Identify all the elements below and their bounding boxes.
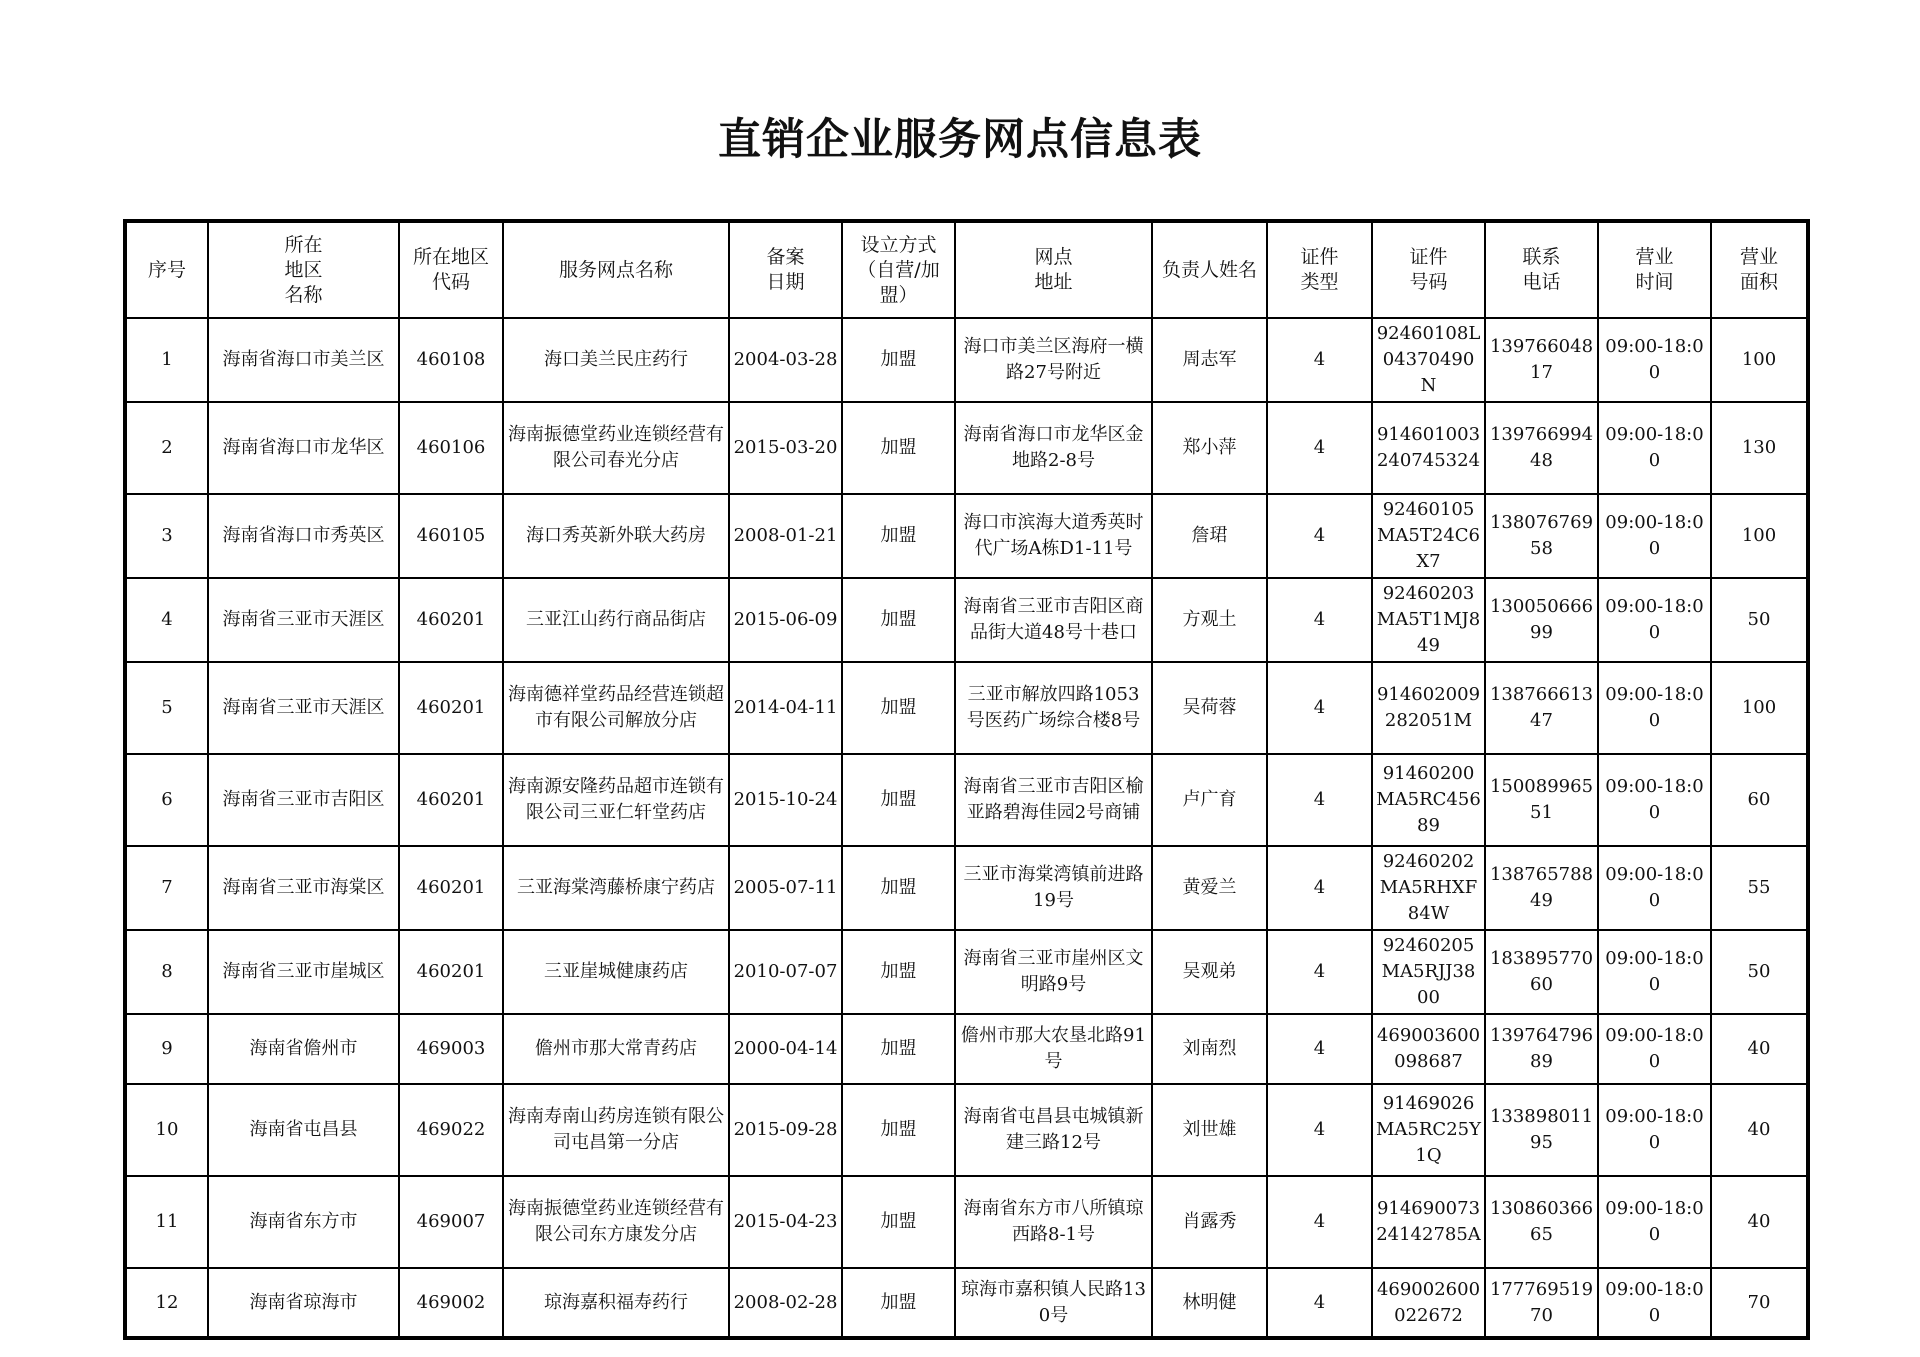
row-number-cell: 4: [125, 578, 208, 662]
column-header-line: 号码: [1409, 271, 1448, 293]
column-header-line: 备案: [766, 246, 805, 268]
table-row: [125, 402, 1808, 494]
id-type-cell: 4: [1267, 318, 1372, 402]
id-type-cell: 4: [1267, 1084, 1372, 1176]
business-area-cell: 40: [1711, 1014, 1808, 1084]
business-hours-cell: 09:00-18:00: [1598, 1014, 1711, 1084]
column-header-line: 日期: [766, 271, 805, 293]
id-number-cell: 91469007324142785A: [1372, 1176, 1485, 1268]
establish-mode-cell: 加盟: [842, 930, 955, 1014]
column-header: [1267, 221, 1372, 318]
column-header-line: 所在: [284, 233, 323, 256]
outlet-name-cell: 海口秀英新外联大药房: [503, 494, 729, 578]
region-name-cell: 海南省海口市美兰区: [208, 318, 399, 402]
manager-name-cell: 肖露秀: [1152, 1176, 1267, 1268]
region-name-cell: 海南省三亚市崖城区: [208, 930, 399, 1014]
region-code-cell: 469002: [399, 1268, 503, 1338]
table-row: [125, 494, 1808, 578]
outlet-address-cell: 琼海市嘉积镇人民路130号: [955, 1268, 1152, 1338]
column-header-line: 面积: [1739, 271, 1778, 293]
column-header-line: 序号: [147, 258, 186, 281]
manager-name-cell: 林明健: [1152, 1268, 1267, 1338]
outlet-name-cell: 三亚海棠湾藤桥康宁药店: [503, 846, 729, 930]
page-title: 直销企业服务网点信息表: [718, 115, 1202, 165]
column-header-line: 地区: [284, 258, 323, 281]
column-header: [1152, 221, 1267, 318]
contact-phone-cell: 13876578849: [1485, 846, 1598, 930]
region-name-cell: 海南省三亚市海棠区: [208, 846, 399, 930]
outlet-address-cell: 海口市滨海大道秀英时代广场A栋D1-11号: [955, 494, 1152, 578]
header-row: [125, 221, 1808, 318]
table-row: [125, 318, 1808, 402]
column-header-line: 证件: [1409, 246, 1448, 268]
filing-date-cell: 2015-03-20: [729, 402, 842, 494]
column-header-line: 地址: [1034, 271, 1073, 293]
id-type-cell: 4: [1267, 754, 1372, 846]
business-hours-cell: 09:00-18:00: [1598, 402, 1711, 494]
business-area-cell: 50: [1711, 930, 1808, 1014]
row-number-cell: 7: [125, 846, 208, 930]
filing-date-cell: 2010-07-07: [729, 930, 842, 1014]
outlet-address-cell: 海南省屯昌县屯城镇新建三路12号: [955, 1084, 1152, 1176]
id-type-cell: 4: [1267, 494, 1372, 578]
contact-phone-cell: 13807676958: [1485, 494, 1598, 578]
row-number-cell: 5: [125, 662, 208, 754]
row-number-cell: 3: [125, 494, 208, 578]
row-number-cell: 8: [125, 930, 208, 1014]
table-row: [125, 754, 1808, 846]
id-number-cell: 92460203MA5T1MJ849: [1372, 578, 1485, 662]
manager-name-cell: 詹珺: [1152, 494, 1267, 578]
business-hours-cell: 09:00-18:00: [1598, 930, 1711, 1014]
outlet-name-cell: 琼海嘉积福寿药行: [503, 1268, 729, 1338]
outlet-name-cell: 海南源安隆药品超市连锁有限公司三亚仁轩堂药店: [503, 754, 729, 846]
contact-phone-cell: 13876661347: [1485, 662, 1598, 754]
column-header: [1485, 221, 1598, 318]
row-number-cell: 1: [125, 318, 208, 402]
region-code-cell: 460106: [399, 402, 503, 494]
column-header-line: 所在地区: [412, 246, 489, 268]
business-area-cell: 40: [1711, 1084, 1808, 1176]
outlet-address-cell: 海南省三亚市吉阳区商品街大道48号十巷口: [955, 578, 1152, 662]
filing-date-cell: 2014-04-11: [729, 662, 842, 754]
establish-mode-cell: 加盟: [842, 402, 955, 494]
establish-mode-cell: 加盟: [842, 662, 955, 754]
column-header-line: 电话: [1522, 271, 1561, 293]
column-header-line: 盟）: [879, 283, 918, 306]
manager-name-cell: 方观土: [1152, 578, 1267, 662]
table-row: [125, 578, 1808, 662]
outlet-address-cell: 海南省三亚市吉阳区榆亚路碧海佳园2号商铺: [955, 754, 1152, 846]
column-header: [729, 221, 842, 318]
column-header-line: 服务网点名称: [558, 258, 673, 281]
id-type-cell: 4: [1267, 930, 1372, 1014]
column-header: [955, 221, 1152, 318]
region-code-cell: 460201: [399, 930, 503, 1014]
establish-mode-cell: 加盟: [842, 1268, 955, 1338]
business-area-cell: 100: [1711, 318, 1808, 402]
id-type-cell: 4: [1267, 662, 1372, 754]
region-name-cell: 海南省海口市龙华区: [208, 402, 399, 494]
business-hours-cell: 09:00-18:00: [1598, 846, 1711, 930]
row-number-cell: 6: [125, 754, 208, 846]
contact-phone-cell: 13086036665: [1485, 1176, 1598, 1268]
table-row: [125, 846, 1808, 930]
establish-mode-cell: 加盟: [842, 1176, 955, 1268]
contact-phone-cell: 13976604817: [1485, 318, 1598, 402]
business-area-cell: 50: [1711, 578, 1808, 662]
business-hours-cell: 09:00-18:00: [1598, 318, 1711, 402]
filing-date-cell: 2000-04-14: [729, 1014, 842, 1084]
row-number-cell: 10: [125, 1084, 208, 1176]
filing-date-cell: 2015-06-09: [729, 578, 842, 662]
region-code-cell: 460105: [399, 494, 503, 578]
region-code-cell: 460201: [399, 662, 503, 754]
region-name-cell: 海南省三亚市吉阳区: [208, 754, 399, 846]
outlet-address-cell: 三亚市海棠湾镇前进路19号: [955, 846, 1152, 930]
filing-date-cell: 2004-03-28: [729, 318, 842, 402]
manager-name-cell: 刘南烈: [1152, 1014, 1267, 1084]
row-number-cell: 9: [125, 1014, 208, 1084]
outlet-address-cell: 海南省东方市八所镇琼西路8-1号: [955, 1176, 1152, 1268]
table-row: [125, 1176, 1808, 1268]
outlet-address-cell: 海南省三亚市崖州区文明路9号: [955, 930, 1152, 1014]
outlet-address-cell: 儋州市那大农垦北路91号: [955, 1014, 1152, 1084]
outlet-name-cell: 海南振德堂药业连锁经营有限公司春光分店: [503, 402, 729, 494]
id-type-cell: 4: [1267, 578, 1372, 662]
establish-mode-cell: 加盟: [842, 1084, 955, 1176]
column-header-line: 证件: [1300, 246, 1339, 268]
region-name-cell: 海南省儋州市: [208, 1014, 399, 1084]
business-hours-cell: 09:00-18:00: [1598, 662, 1711, 754]
region-code-cell: 460201: [399, 846, 503, 930]
id-type-cell: 4: [1267, 1176, 1372, 1268]
manager-name-cell: 吴观弟: [1152, 930, 1267, 1014]
contact-phone-cell: 17776951970: [1485, 1268, 1598, 1338]
id-number-cell: 92460202MA5RHXF84W: [1372, 846, 1485, 930]
column-header: [1372, 221, 1485, 318]
region-code-cell: 469007: [399, 1176, 503, 1268]
contact-phone-cell: 13976699448: [1485, 402, 1598, 494]
business-hours-cell: 09:00-18:00: [1598, 754, 1711, 846]
id-type-cell: 4: [1267, 846, 1372, 930]
business-hours-cell: 09:00-18:00: [1598, 1268, 1711, 1338]
column-header-line: 类型: [1300, 271, 1339, 293]
region-code-cell: 469003: [399, 1014, 503, 1084]
table-row: [125, 662, 1808, 754]
filing-date-cell: 2015-10-24: [729, 754, 842, 846]
establish-mode-cell: 加盟: [842, 494, 955, 578]
manager-name-cell: 黄爱兰: [1152, 846, 1267, 930]
establish-mode-cell: 加盟: [842, 578, 955, 662]
filing-date-cell: 2015-09-28: [729, 1084, 842, 1176]
row-number-cell: 12: [125, 1268, 208, 1338]
column-header-line: 时间: [1635, 271, 1674, 293]
outlet-name-cell: 海南振德堂药业连锁经营有限公司东方康发分店: [503, 1176, 729, 1268]
business-area-cell: 70: [1711, 1268, 1808, 1338]
business-area-cell: 40: [1711, 1176, 1808, 1268]
column-header: [1711, 221, 1808, 318]
id-number-cell: 914601003240745324: [1372, 402, 1485, 494]
contact-phone-cell: 15008996551: [1485, 754, 1598, 846]
outlet-address-cell: 海口市美兰区海府一横路27号附近: [955, 318, 1152, 402]
table-row: [125, 1014, 1808, 1084]
outlet-name-cell: 海口美兰民庄药行: [503, 318, 729, 402]
region-name-cell: 海南省三亚市天涯区: [208, 578, 399, 662]
region-name-cell: 海南省东方市: [208, 1176, 399, 1268]
business-hours-cell: 09:00-18:00: [1598, 494, 1711, 578]
region-name-cell: 海南省屯昌县: [208, 1084, 399, 1176]
id-type-cell: 4: [1267, 1268, 1372, 1338]
region-name-cell: 海南省海口市秀英区: [208, 494, 399, 578]
id-number-cell: 92460108L04370490N: [1372, 318, 1485, 402]
outlet-address-cell: 三亚市解放四路1053号医药广场综合楼8号: [955, 662, 1152, 754]
column-header: [399, 221, 503, 318]
column-header-line: 网点: [1034, 246, 1073, 268]
outlet-address-cell: 海南省海口市龙华区金地路2-8号: [955, 402, 1152, 494]
establish-mode-cell: 加盟: [842, 846, 955, 930]
business-area-cell: 130: [1711, 402, 1808, 494]
business-hours-cell: 09:00-18:00: [1598, 1176, 1711, 1268]
column-header: [842, 221, 955, 318]
table-row: [125, 1084, 1808, 1176]
contact-phone-cell: 18389577060: [1485, 930, 1598, 1014]
column-header-line: 营业: [1739, 246, 1778, 268]
outlet-name-cell: 三亚崖城健康药店: [503, 930, 729, 1014]
establish-mode-cell: 加盟: [842, 1014, 955, 1084]
region-code-cell: 460108: [399, 318, 503, 402]
region-name-cell: 海南省三亚市天涯区: [208, 662, 399, 754]
region-code-cell: 460201: [399, 578, 503, 662]
column-header-line: 负责人姓名: [1161, 258, 1257, 281]
filing-date-cell: 2015-04-23: [729, 1176, 842, 1268]
manager-name-cell: 郑小萍: [1152, 402, 1267, 494]
region-name-cell: 海南省琼海市: [208, 1268, 399, 1338]
manager-name-cell: 吴荷蓉: [1152, 662, 1267, 754]
column-header-line: 联系: [1522, 246, 1561, 268]
filing-date-cell: 2008-02-28: [729, 1268, 842, 1338]
manager-name-cell: 周志军: [1152, 318, 1267, 402]
column-header: [503, 221, 729, 318]
id-number-cell: 92460205MA5RJJ3800: [1372, 930, 1485, 1014]
id-number-cell: 91469026MA5RC25Y1Q: [1372, 1084, 1485, 1176]
business-area-cell: 100: [1711, 662, 1808, 754]
contact-phone-cell: 13976479689: [1485, 1014, 1598, 1084]
id-number-cell: 91460200MA5RC45689: [1372, 754, 1485, 846]
id-number-cell: 469002600022672: [1372, 1268, 1485, 1338]
id-number-cell: 914602009282051M: [1372, 662, 1485, 754]
row-number-cell: 11: [125, 1176, 208, 1268]
id-number-cell: 469003600098687: [1372, 1014, 1485, 1084]
table-body: [125, 318, 1808, 1338]
filing-date-cell: 2008-01-21: [729, 494, 842, 578]
business-area-cell: 100: [1711, 494, 1808, 578]
outlet-name-cell: 三亚江山药行商品街店: [503, 578, 729, 662]
outlet-name-cell: 儋州市那大常青药店: [503, 1014, 729, 1084]
business-hours-cell: 09:00-18:00: [1598, 1084, 1711, 1176]
table-row: [125, 1268, 1808, 1338]
business-hours-cell: 09:00-18:00: [1598, 578, 1711, 662]
row-number-cell: 2: [125, 402, 208, 494]
column-header: [125, 221, 208, 318]
id-type-cell: 4: [1267, 1014, 1372, 1084]
column-header-line: （自营/加: [857, 258, 940, 281]
filing-date-cell: 2005-07-11: [729, 846, 842, 930]
contact-phone-cell: 13005066699: [1485, 578, 1598, 662]
establish-mode-cell: 加盟: [842, 754, 955, 846]
manager-name-cell: 刘世雄: [1152, 1084, 1267, 1176]
establish-mode-cell: 加盟: [842, 318, 955, 402]
outlet-name-cell: 海南德祥堂药品经营连锁超市有限公司解放分店: [503, 662, 729, 754]
service-outlet-table: [123, 219, 1810, 1340]
column-header: [1598, 221, 1711, 318]
contact-phone-cell: 13389801195: [1485, 1084, 1598, 1176]
manager-name-cell: 卢广育: [1152, 754, 1267, 846]
table-row: [125, 930, 1808, 1014]
region-code-cell: 469022: [399, 1084, 503, 1176]
id-type-cell: 4: [1267, 402, 1372, 494]
business-area-cell: 60: [1711, 754, 1808, 846]
column-header-line: 设立方式: [860, 233, 937, 256]
column-header-line: 营业: [1635, 246, 1674, 268]
business-area-cell: 55: [1711, 846, 1808, 930]
id-number-cell: 92460105MA5T24C6X7: [1372, 494, 1485, 578]
outlet-name-cell: 海南寿南山药房连锁有限公司屯昌第一分店: [503, 1084, 729, 1176]
column-header-line: 代码: [431, 271, 470, 293]
region-code-cell: 460201: [399, 754, 503, 846]
column-header-line: 名称: [284, 283, 323, 306]
column-header: [208, 221, 399, 318]
